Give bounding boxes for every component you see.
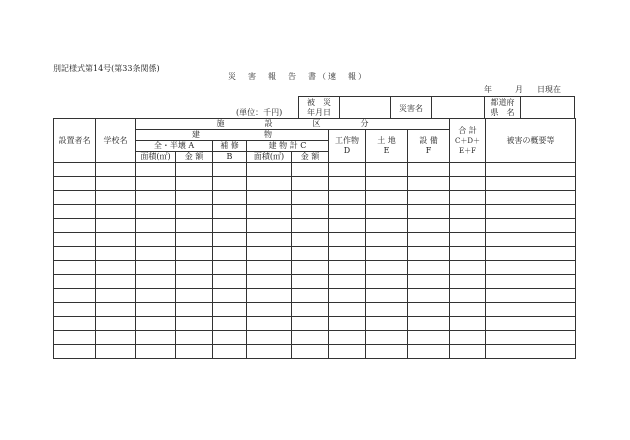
table-cell[interactable] [486,233,576,247]
table-cell[interactable] [136,219,176,233]
table-cell[interactable] [366,191,408,205]
table-cell[interactable] [213,289,247,303]
table-cell[interactable] [96,331,136,345]
table-cell[interactable] [329,345,366,359]
table-cell[interactable] [450,345,486,359]
table-row [54,191,576,205]
table-cell[interactable] [329,247,366,261]
table-cell[interactable] [213,233,247,247]
table-cell[interactable] [176,219,213,233]
prefecture-label: 都道府 県 名 [490,98,515,117]
table-cell[interactable] [486,177,576,191]
total-formula-1: C＋D＋ [455,136,480,145]
table-cell[interactable] [213,261,247,275]
table-cell[interactable] [292,303,329,317]
table-cell[interactable] [136,205,176,219]
structure-d: D [343,146,351,155]
table-cell[interactable] [292,205,329,219]
table-cell[interactable] [247,233,292,247]
col-school: 学校名 [96,119,136,163]
land-e: E [383,146,390,155]
table-row [54,303,576,317]
table-row [54,205,576,219]
table-cell[interactable] [54,163,96,177]
table-cell[interactable] [450,247,486,261]
table-cell[interactable] [408,219,450,233]
table-cell[interactable] [408,205,450,219]
table-cell[interactable] [213,177,247,191]
table-cell[interactable] [247,177,292,191]
table-cell[interactable] [54,289,96,303]
table-cell[interactable] [329,275,366,289]
col-area-c: 面積(㎡) [247,152,292,163]
table-cell[interactable] [329,261,366,275]
equipment-f: F [425,146,432,155]
table-cell[interactable] [176,177,213,191]
table-cell[interactable] [54,247,96,261]
date-month: 月 [515,85,523,94]
table-row [54,163,576,177]
table-cell[interactable] [292,331,329,345]
table-cell[interactable] [486,331,576,345]
table-cell[interactable] [408,331,450,345]
table-cell[interactable] [136,233,176,247]
table-cell[interactable] [213,205,247,219]
table-row [54,233,576,247]
table-cell[interactable] [329,177,366,191]
table-cell[interactable] [247,317,292,331]
table-cell[interactable] [329,317,366,331]
prefecture-label-box [484,96,521,119]
total-formula-2: E＋F [459,146,476,155]
table-cell[interactable] [292,177,329,191]
disaster-name-field[interactable] [431,96,485,119]
col-damage-summary: 被害の概要等 [486,119,576,163]
table-cell[interactable] [54,177,96,191]
table-cell[interactable] [486,163,576,177]
table-cell[interactable] [292,191,329,205]
table-cell[interactable] [176,247,213,261]
table-row [54,261,576,275]
table-cell[interactable] [450,317,486,331]
table-cell[interactable] [292,289,329,303]
table-cell[interactable] [247,275,292,289]
table-cell[interactable] [366,163,408,177]
table-cell[interactable] [329,163,366,177]
table-cell[interactable] [329,303,366,317]
table-cell[interactable] [54,233,96,247]
table-cell[interactable] [329,205,366,219]
table-cell[interactable] [366,177,408,191]
table-cell[interactable] [136,289,176,303]
table-cell[interactable] [329,233,366,247]
table-cell[interactable] [247,261,292,275]
table-cell[interactable] [450,289,486,303]
col-equipment [408,130,450,163]
table-row [54,317,576,331]
table-cell[interactable] [408,275,450,289]
table-cell[interactable] [96,261,136,275]
table-cell[interactable] [329,219,366,233]
disaster-date-label: 被 災 年月日 [307,98,331,117]
table-cell[interactable] [366,205,408,219]
table-cell[interactable] [366,219,408,233]
table-row [54,331,576,345]
table-cell[interactable] [213,219,247,233]
table-cell[interactable] [450,205,486,219]
table-cell[interactable] [450,177,486,191]
table-cell[interactable] [176,331,213,345]
date-year: 年 [484,85,492,94]
table-cell[interactable] [176,205,213,219]
table-cell[interactable] [136,247,176,261]
table-cell[interactable] [292,345,329,359]
table-cell[interactable] [486,205,576,219]
structure-label: 工作物 [335,136,359,145]
table-cell[interactable] [176,163,213,177]
table-cell[interactable] [213,191,247,205]
table-cell[interactable] [54,219,96,233]
table-cell[interactable] [292,247,329,261]
table-cell[interactable] [486,219,576,233]
col-amount-c: 金 額 [292,152,329,163]
table-cell[interactable] [408,177,450,191]
table-cell[interactable] [450,261,486,275]
table-cell[interactable] [176,191,213,205]
prefecture-field[interactable] [520,96,575,119]
report-table [53,118,576,359]
table-cell[interactable] [486,289,576,303]
table-cell[interactable] [176,317,213,331]
disaster-date-label-box [298,96,340,119]
table-cell[interactable] [408,233,450,247]
table-row [54,345,576,359]
table-cell[interactable] [247,205,292,219]
table-cell[interactable] [450,233,486,247]
table-cell[interactable] [54,317,96,331]
table-cell[interactable] [450,163,486,177]
disaster-name-label: 災害名 [399,104,423,113]
table-cell[interactable] [213,345,247,359]
col-repair-b: B [213,152,247,163]
table-cell[interactable] [96,205,136,219]
table-cell[interactable] [366,233,408,247]
table-cell[interactable] [292,275,329,289]
col-establisher: 設置者名 [54,119,96,163]
col-building: 建 物 [136,130,329,141]
table-cell[interactable] [366,247,408,261]
table-cell[interactable] [247,247,292,261]
table-cell[interactable] [96,289,136,303]
table-cell[interactable] [292,163,329,177]
table-cell[interactable] [450,331,486,345]
table-cell[interactable] [213,331,247,345]
disaster-name-label-box [390,96,432,119]
table-cell[interactable] [136,191,176,205]
table-cell[interactable] [247,163,292,177]
total-label: 合 計 [458,125,477,135]
table-cell[interactable] [366,303,408,317]
table-cell[interactable] [292,261,329,275]
table-cell[interactable] [486,275,576,289]
table-cell[interactable] [176,303,213,317]
table-cell[interactable] [96,233,136,247]
table-cell[interactable] [54,205,96,219]
table-cell[interactable] [136,275,176,289]
table-cell[interactable] [329,331,366,345]
table-cell[interactable] [329,289,366,303]
form-number: 別記様式第14号(第33条関係) [53,64,160,73]
col-building-total: 建 物 計 C [247,141,329,152]
col-area-a: 面積(㎡) [136,152,176,163]
table-cell[interactable] [366,289,408,303]
col-full-half: 全・半壊 A [136,141,213,152]
date-as-of: 日現在 [537,85,561,94]
table-cell[interactable] [486,247,576,261]
col-repair: 補 修 [213,141,247,152]
table-row [54,247,576,261]
table-cell[interactable] [408,261,450,275]
unit-label: (単位：千円) [236,108,283,117]
table-cell[interactable] [213,247,247,261]
col-structure [329,130,366,163]
table-cell[interactable] [54,331,96,345]
table-cell[interactable] [486,345,576,359]
table-cell[interactable] [176,261,213,275]
table-cell[interactable] [408,289,450,303]
table-row [54,275,576,289]
table-cell[interactable] [366,317,408,331]
table-cell[interactable] [408,191,450,205]
table-cell[interactable] [366,275,408,289]
col-facility-division: 施 設 区 分 [136,119,450,130]
table-cell[interactable] [450,303,486,317]
table-cell[interactable] [366,261,408,275]
table-cell[interactable] [450,275,486,289]
table-cell[interactable] [247,191,292,205]
table-cell[interactable] [329,191,366,205]
table-cell[interactable] [408,247,450,261]
equipment-label: 設 備 [419,136,438,145]
table-cell[interactable] [247,345,292,359]
table-cell[interactable] [486,317,576,331]
table-cell[interactable] [486,261,576,275]
table-cell[interactable] [96,219,136,233]
col-total [450,119,486,163]
table-cell[interactable] [96,177,136,191]
table-cell[interactable] [213,317,247,331]
table-cell[interactable] [366,345,408,359]
table-cell[interactable] [54,191,96,205]
table-cell[interactable] [486,303,576,317]
table-cell[interactable] [176,233,213,247]
table-cell[interactable] [54,345,96,359]
col-land [366,130,408,163]
disaster-date-field[interactable] [339,96,391,119]
table-cell[interactable] [136,303,176,317]
table-cell[interactable] [96,317,136,331]
table-row [54,219,576,233]
table-cell[interactable] [136,163,176,177]
table-cell[interactable] [54,261,96,275]
table-cell[interactable] [366,331,408,345]
col-amount-a: 金 額 [176,152,213,163]
table-cell[interactable] [408,317,450,331]
table-cell[interactable] [96,345,136,359]
table-cell[interactable] [408,345,450,359]
table-cell[interactable] [408,163,450,177]
table-cell[interactable] [136,261,176,275]
table-cell[interactable] [176,289,213,303]
table-cell[interactable] [213,303,247,317]
table-cell[interactable] [96,303,136,317]
table-cell[interactable] [292,317,329,331]
table-cell[interactable] [292,219,329,233]
table-cell[interactable] [247,331,292,345]
table-cell[interactable] [247,289,292,303]
table-cell[interactable] [176,345,213,359]
table-cell[interactable] [54,303,96,317]
table-cell[interactable] [176,275,213,289]
report-title: 災 害 報 告 書（速 報） [228,72,368,81]
table-cell[interactable] [54,275,96,289]
table-cell[interactable] [450,219,486,233]
table-cell[interactable] [408,303,450,317]
table-cell[interactable] [213,163,247,177]
table-cell[interactable] [136,345,176,359]
table-cell[interactable] [450,191,486,205]
table-row [54,177,576,191]
table-cell[interactable] [247,219,292,233]
table-cell[interactable] [96,247,136,261]
table-cell[interactable] [96,163,136,177]
land-label: 土 地 [377,136,396,145]
table-cell[interactable] [96,275,136,289]
table-cell[interactable] [136,331,176,345]
table-cell[interactable] [213,275,247,289]
table-row [54,289,576,303]
table-cell[interactable] [292,233,329,247]
table-cell[interactable] [96,191,136,205]
table-cell[interactable] [136,177,176,191]
table-cell[interactable] [247,303,292,317]
table-cell[interactable] [486,191,576,205]
table-cell[interactable] [136,317,176,331]
